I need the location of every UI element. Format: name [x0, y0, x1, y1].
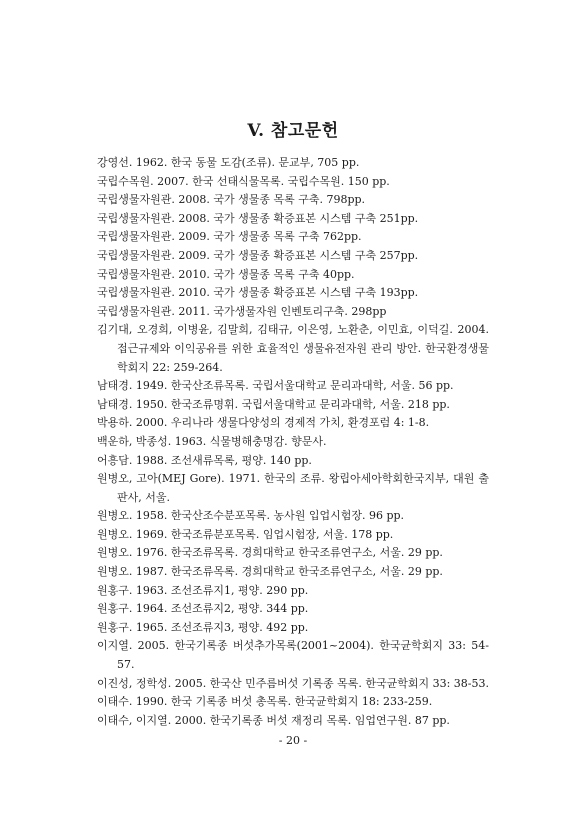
reference-list [97, 154, 489, 730]
reference-item: 남태경. 1950. 한국조류명휘. 국립서울대학교 문리과대학, 서울. 218 pp. [97, 397, 450, 411]
reference-item: 국립수목원. 2007. 한국 선태식물목록. 국립수목원. 150 pp. [97, 174, 390, 188]
reference-item: 원병오. 1969. 한국조류분포목록. 임업시험장, 서울. 178 pp. [97, 527, 394, 541]
reference-item: 원홍구. 1963. 조선조류지1, 평양. 290 pp. [97, 583, 309, 597]
reference-item: 원홍구. 1964. 조선조류지2, 평양. 344 pp. [97, 602, 309, 616]
reference-item: 남태경. 1949. 한국산조류목록. 국립서울대학교 문리과대학, 서울. 56 pp. [97, 379, 454, 393]
reference-item: 원홍구. 1965. 조선조류지3, 평양. 492 pp. [97, 620, 309, 634]
reference-item: 국립생물자원관. 2009. 국가 생물종 목록 구축 762pp. [97, 230, 362, 244]
reference-item: 강영선. 1962. 한국 동물 도감(조류). 문교부, 705 pp. [97, 156, 360, 169]
reference-item: 어흥담. 1988. 조선새류목록, 평양. 140 pp. [97, 453, 312, 467]
reference-item: 원병오. 1958. 한국산조수분포목록. 농사원 입업시험장. 96 pp. [97, 509, 405, 523]
section-title: V. 참고문헌 [247, 121, 339, 141]
reference-item: 김기대, 오경희, 이병윤, 김말희, 김태규, 이은영, 노환춘, 이민효, 이덕길. 2004. 접근규제와 이익공유를 위한 효율적인 생물유전자원 관리 방안. 한국환경생물학회지 22: 259-264. [97, 323, 489, 374]
reference-item: 이진성, 정학성. 2005. 한국산 민주름버섯 기록종 목록. 한국균학회지 33: 38-53. [97, 676, 490, 690]
reference-item: 박용하. 2000. 우리나라 생물다양성의 경제적 가치, 환경포럼 4: 1-8. [97, 416, 430, 430]
reference-item: 이태수, 이지열. 2000. 한국기록종 버섯 재정리 목록. 임업연구원. 87 pp. [97, 713, 450, 727]
reference-item: 원병오. 1976. 한국조류목록. 경희대학교 한국조류연구소, 서울. 29 pp. [97, 546, 443, 560]
reference-item: 백운하, 박종성. 1963. 식물병해충명감. 향문사. [97, 434, 327, 448]
reference-item: 국립생물자원관. 2010. 국가 생물종 확증표본 시스템 구축 193pp. [97, 286, 419, 300]
reference-item: 원병오, 고아(MEJ Gore). 1971. 한국의 조류. 왕립아세아학회한국지부, 대원 출판사, 서울. [97, 472, 489, 504]
reference-item: 이태수. 1990. 한국 기록종 버섯 총목록. 한국균학회지 18: 233-259. [97, 695, 433, 709]
reference-item: 국립생물자원관. 2008. 국가 생물종 확증표본 시스템 구축 251pp. [97, 211, 419, 225]
reference-item: 이지열. 2005. 한국기록종 버섯추가목록(2001~2004). 한국균학회지 33: 54-57. [97, 639, 489, 672]
reference-item: 국립생물자원관. 2011. 국가생물자원 인벤토리구축. 298pp [97, 304, 387, 318]
reference-item: 국립생물자원관. 2008. 국가 생물종 목록 구축. 798pp. [97, 193, 366, 207]
reference-item: 국립생물자원관. 2009. 국가 생물종 확증표본 시스템 구축 257pp. [97, 248, 419, 262]
page-number: - 20 - [278, 734, 308, 747]
reference-item: 원병오. 1987. 한국조류목록. 경희대학교 한국조류연구소, 서울. 29 pp. [97, 565, 443, 579]
reference-item: 국립생물자원관. 2010. 국가 생물종 목록 구축 40pp. [97, 267, 355, 281]
